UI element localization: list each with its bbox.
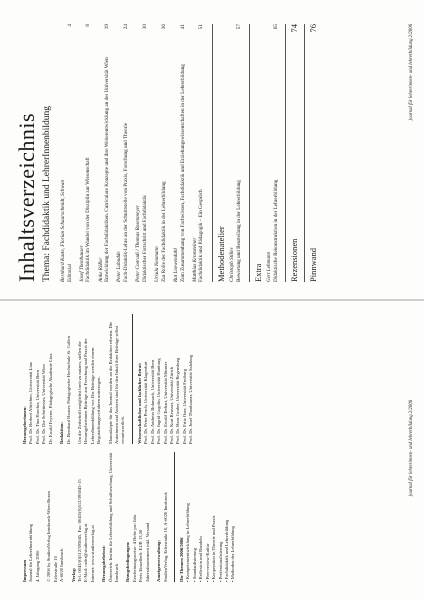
impressum-block	[101, 452, 120, 582]
themes-list-item: • Kompetenzentwicklung in Lehrerbildung	[185, 452, 191, 582]
toc-entry-title: Fach-Didaktik-Lehre an der Schnittstelle von Praxis, Forschung und Theorie	[123, 122, 130, 282]
toc-entry-author: Bernhard Kaste, Florian Schaarschmidt, Schwan	[60, 179, 66, 282]
toc-entry-page: 41	[179, 24, 186, 30]
impressum-block	[77, 314, 103, 444]
impressum-line: 4. Jahrgang 2006	[34, 550, 40, 582]
impressum-label: Anzeigenverwaltung:	[156, 540, 162, 582]
toc-title: Inhaltsverzeichnis	[14, 112, 39, 282]
toc-tail-label: Rezensionen	[289, 238, 300, 282]
impressum-column-left	[22, 452, 382, 582]
toc-section-heading: Extra	[249, 24, 263, 282]
advisory-board-member: Prof. Dr. Ewald Terhart, Universität Münster	[162, 361, 168, 444]
toc-tail	[285, 24, 318, 282]
toc-entry-title-row	[273, 24, 280, 282]
toc-entry-page: 4	[66, 24, 73, 27]
toc-entry-title-row	[123, 24, 130, 282]
impressum-line: Österreich: Institut für Lehrerbildung und Schulforschung, Universität Innsbruck	[107, 452, 120, 582]
impressum-line: Dr. Ewald Feyerer, Pädagogische Akademie Linz	[47, 353, 53, 444]
themes-list-item: • Methoden der Lehrerbildung	[230, 452, 236, 582]
divider-rule	[174, 452, 175, 582]
toc-entry-title-row	[180, 24, 187, 282]
impressum-line: Internet: www.studienverlag.at	[89, 525, 95, 582]
impressum-line: Prof. Dr. Ilse Schrittesser, Universität Wien	[41, 364, 47, 444]
toc-entry-title-row	[198, 24, 205, 282]
impressum-block	[22, 314, 54, 444]
impressum-block	[46, 452, 65, 582]
impressum-block	[22, 452, 41, 582]
toc-entry	[154, 24, 167, 282]
impressum-block	[59, 314, 72, 444]
themes-heading: Die Themen 2006/2006	[179, 537, 185, 582]
impressum-line: Journal für LehrerInnenbildung	[28, 524, 34, 582]
toc-entry-author: Rut Loewendahl	[172, 248, 179, 282]
toc-entry	[79, 24, 92, 282]
impressum-label: Redaktion:	[59, 422, 65, 444]
toc-entry	[98, 24, 111, 282]
toc-entry-title: Editorial	[66, 263, 73, 282]
toc-tail-page: 74	[289, 24, 300, 33]
themes-list	[185, 452, 236, 582]
toc-entry-title-row	[104, 24, 111, 282]
toc-section-heading: Methodenatelier	[212, 24, 226, 282]
toc-entry-author: Josef Thonhauser	[78, 245, 85, 282]
toc-entry	[173, 24, 186, 282]
impressum-line: A-6020 Innsbruck	[59, 548, 65, 582]
impressum-footer: journal für lehrerinnen- und lehrerbildung 2/2006	[409, 399, 415, 497]
toc-entry-page: 19	[104, 24, 111, 30]
advisory-board-heading: Wissenschaftlicher und fachlicher Beirat:	[136, 362, 142, 444]
impressum-line: © 2006 by StudienVerlag Innsbruck-Wien-Bozen	[46, 491, 52, 582]
toc-entry-author: Peter Labudde	[116, 251, 123, 282]
impressum-block	[156, 452, 169, 582]
impressum-label: Herausgeberinnen:	[22, 406, 27, 444]
toc-entry-title-row	[236, 24, 243, 282]
themes-list-item: • Professionalisierung	[218, 452, 224, 582]
toc-tail-row	[304, 24, 318, 282]
toc-entry-title-row	[85, 24, 92, 282]
toc-entry-title: Bewertung und Beurteilung in der Lehrerbildung	[235, 180, 242, 282]
toc-entry-author: Christoph Stiller	[229, 247, 235, 282]
toc-sections	[212, 24, 280, 282]
toc-entry	[192, 24, 205, 282]
themes-list-item: • Fachdidaktik und Lehrerbildung	[224, 452, 230, 582]
toc-entry-list	[60, 24, 205, 282]
advisory-board-member: Prof. Dr. Andreas Bohnsack, Universität Bern	[149, 359, 155, 444]
impressum-column-right	[22, 314, 382, 444]
toc-entry-page: 30	[141, 24, 148, 30]
toc-entry-title: Zum Zusammenhang von Fachwissen, Fachdidaktik und Erziehungswissenschaften in der Lehrerbildung	[179, 64, 186, 282]
toc-tail-page: 76	[308, 24, 319, 33]
toc-entry-page: 24	[123, 24, 130, 30]
impressum-label: Bezugsbedingungen:	[125, 541, 131, 582]
impressum-line: StudienVerlag, Erlerstraße 10, A-6020 Innsbruck	[162, 492, 168, 582]
toc-entry-page: 65	[272, 24, 279, 30]
themes-list-item: • Standardisierung	[192, 452, 198, 582]
toc-subtitle: Thema: Fachdidaktik und LehrerInnenbildung	[42, 106, 52, 282]
toc-entry-page: 51	[198, 24, 205, 30]
toc-entry-title-row	[161, 24, 168, 282]
toc-entry	[266, 24, 279, 282]
toc-entry-title: Fachdidaktik im Wandel von der Disziplin zur Wissenschaft	[85, 157, 92, 282]
toc-entry-author: Anke Rößer	[97, 257, 104, 282]
impressum-line: Prof. Dr. Tina Hascher, Universität Bern	[34, 369, 40, 444]
toc-entry-title: Didaktische Rekonstruktion in der Lehrerbildung	[272, 179, 279, 282]
toc-entry-title: Fachdidaktik und Pädagogik – Ein Gespräch	[198, 189, 205, 282]
toc-entry	[135, 24, 148, 282]
toc-entry-author: Peter Conradi / Thomas Rosenmeyer	[135, 205, 142, 282]
advisory-board-member: Prof. Dr. Peter Posch, Universität Klagenfurt	[143, 361, 149, 444]
toc-entry-page: 57	[235, 24, 242, 30]
impressum-line: Prof. Dr. Herbert Altrichter, Universität Linz	[28, 362, 34, 444]
toc-entry-author: Matthias Kronsteiner	[191, 237, 198, 282]
impressum-line: Preis Einzelheft: EUR 13,50	[138, 529, 144, 582]
toc-entry-title: Didaktischer Fortschritt und Fachdidaktik	[141, 195, 148, 282]
themes-list-item: • Reflexion und Handeln	[198, 452, 204, 582]
advisory-board-member: Prof. Dr. Josef Thonhauser, Universität Salzburg	[188, 354, 194, 444]
divider-rule	[132, 314, 133, 444]
advisory-board-member: Prof. Dr. Hans Gruber, Universität Regensburg	[175, 357, 181, 444]
impressum-line: E-Mail: order@studienverlag.at	[83, 523, 89, 582]
toc-entry-page: 36	[160, 24, 167, 30]
toc-tail-row	[285, 24, 299, 282]
impressum-line: Jahresabonnement inkl. Versand	[144, 522, 150, 582]
impressum-label: Impressum	[22, 559, 27, 582]
toc-entry-author: Gert Lehmann	[266, 251, 273, 282]
toc-entry-page: 8	[85, 24, 92, 27]
advisory-board-member: Prof. Dr. Kurt Reusser, Universität Zürich	[169, 366, 175, 444]
themes-list-item: • Peer-review-Kultur	[205, 452, 211, 582]
toc-entry	[116, 24, 129, 282]
toc-entry-title-row	[67, 24, 74, 282]
themes-list-item: • Kooperation in Theorie und Praxis	[211, 452, 217, 582]
impressum-block	[125, 452, 151, 582]
toc-entry-title: Entwicklung der Fachdidaktiken. Curriculare Konzepte und ihre Weiterentwicklung an der Universität Wien	[104, 57, 111, 282]
advisory-board-member: Prof. Dr. Ingrid Gogolin, Universität Hamburg	[156, 358, 162, 444]
toc-tail-label: Pinnwand	[308, 248, 319, 282]
toc-entry-author: Ursula Neumann	[154, 246, 161, 282]
toc-footer: journal für lehrerinnen- und lehrerbildung 2/2006	[409, 24, 414, 121]
impressum-line: Erscheinungsweise: 4 Hefte pro Jahr	[131, 514, 137, 582]
impressum-block	[71, 452, 97, 582]
impressum-line: Um die Zeitschrift möglichst breit zu nutzen, stellen die Herausgeberinnen Beiträge aus Forschung und Praxis der LehrerInnenbildung vor. Die Beiträge werden einem Begutachtungsverfahren unterzogen.	[76, 338, 102, 444]
impressum-line: Erlerstraße 10	[52, 556, 58, 582]
impressum-label: Verlag:	[70, 567, 76, 582]
toc-entry	[60, 24, 73, 282]
impressum-line: Dr. Bernhard Hauser, Pädagogische Hochschule St. Gallen	[65, 336, 71, 444]
impressum-block	[108, 314, 127, 444]
advisory-board-member: Prof. Dr. Fritz Oser, Universität Freiburg	[181, 368, 187, 444]
toc-entry	[229, 24, 242, 282]
impressum-line: Tel.: 0043/(0)512/395045, Fax: 0043/(0)512/395045-15	[76, 479, 82, 582]
impressum-label: Herausgabebeirat:	[101, 545, 107, 582]
impressum-line: Manuskripte für das Journal werden an die Redaktion erbeten. Die Autorinnen und Autoren sind für den Inhalt ihrer Beiträge selbst verantwortlich.	[107, 321, 126, 444]
impressum-page	[0, 300, 424, 600]
toc-entry-title-row	[142, 24, 149, 282]
toc-entry-title: Zur Rolle der Fachdidaktik in der Lehrerbildung	[160, 181, 167, 282]
